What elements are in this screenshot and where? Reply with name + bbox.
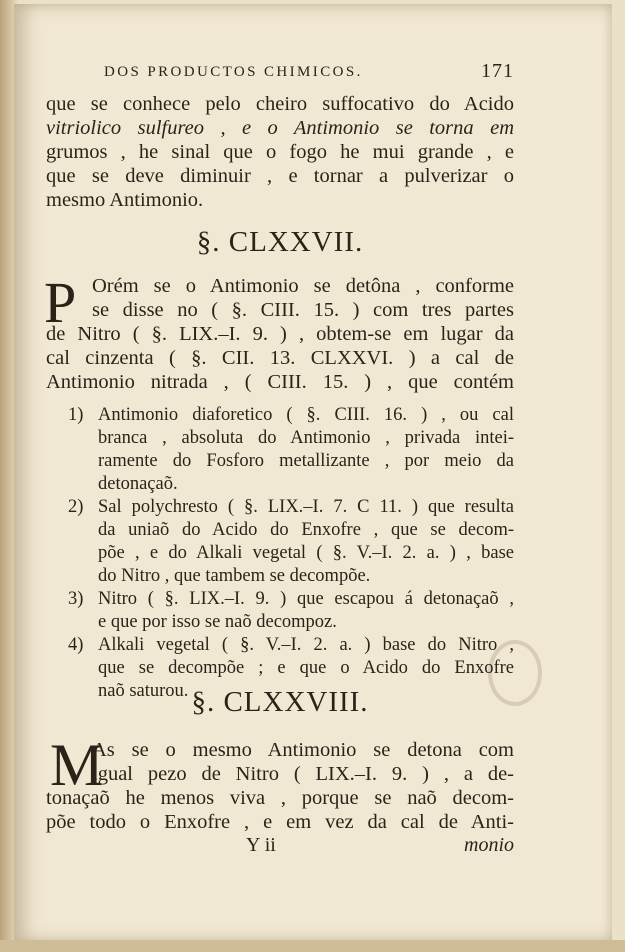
text-line: Alkali vegetal ( §. V.–I. 2. a. ) base do Nitro , [98, 635, 514, 655]
section-heading-clxxvii: §. CLXXVII. [196, 226, 364, 258]
signature-mark: Y ii [246, 834, 276, 856]
text-line: igual pezo de Nitro ( LIX.–I. 9. ) , a de- [92, 763, 514, 785]
text-line: naõ saturou. [98, 681, 189, 701]
list-item [68, 404, 514, 496]
page-number: 171 [481, 60, 514, 82]
text-line: Sal polychresto ( §. LIX.–I. 7. C 11. ) que resulta [98, 497, 514, 517]
page-footer [46, 834, 514, 858]
page-edge [0, 940, 625, 952]
list-item [68, 496, 514, 588]
text-line: Antimonio diaforetico ( §. CIII. 16. ) , ou cal [98, 405, 514, 425]
catchword: monio [464, 834, 514, 856]
item-number: 2) [68, 497, 84, 517]
text-line: detonaçaõ. [98, 474, 178, 494]
item-number: 3) [68, 589, 84, 609]
text-line: e que por isso se naõ decompoz. [98, 612, 337, 632]
text-line: tonaçaõ he menos viva , porque se naõ decom- [46, 787, 514, 809]
item-number: 1) [68, 405, 84, 425]
list-item [68, 588, 514, 634]
text-line: vitriolico sulfureo , e o Antimonio se torna em [46, 117, 514, 139]
text-line: Orém se o Antimonio se detôna , conforme [92, 275, 514, 297]
text-line: grumos , he sinal que o fogo he mui grande , e [46, 141, 514, 163]
text-line: de Nitro ( §. LIX.–I. 9. ) , obtem-se em lugar da [46, 323, 514, 345]
item-number: 4) [68, 635, 84, 655]
text-line: mesmo Antimonio. [46, 189, 204, 211]
running-header [46, 60, 514, 84]
text-line: cal cinzenta ( §. CII. 13. CLXXVI. ) a cal de [46, 347, 514, 369]
text-line: põe , e do Alkali vegetal ( §. V.–I. 2. a. ) , base [98, 543, 514, 563]
text-line: ramente do Fosforo metallizante , por meio da [98, 451, 514, 471]
text-line: Antimonio nitrada , ( CIII. 15. ) , que contém [46, 371, 514, 393]
text-line: do Nitro , que tambem se decompõe. [98, 566, 371, 586]
text-line: Nitro ( §. LIX.–I. 9. ) que escapou á detonaçaõ , [98, 589, 514, 609]
text-line: da uniaõ do Acido do Enxofre , que se decom- [98, 520, 514, 540]
text-line: branca , absoluta do Antimonio , privada intei- [98, 428, 514, 448]
text-line: que se conhece pelo cheiro suffocativo do Acido [46, 93, 514, 115]
drop-cap-p: P [44, 270, 77, 335]
text-line: As se o mesmo Antimonio se detona com [92, 739, 514, 761]
text-line: que se deve diminuir , e tornar a pulverizar o [46, 165, 514, 187]
section-clxxvii-intro [44, 270, 514, 394]
running-title: DOS PRODUCTOS CHIMICOS. [104, 64, 363, 80]
drop-cap-m: M [50, 732, 104, 798]
section-clxxviii-text [46, 732, 514, 834]
paragraph-1 [46, 92, 514, 212]
numbered-list [68, 404, 514, 703]
section-heading-clxxviii: §. CLXXVIII. [191, 686, 369, 718]
text-line: põe todo o Enxofre , e em vez da cal de Anti- [46, 811, 514, 833]
text-line: que se decompõe ; e que o Acido do Enxofre [98, 658, 514, 678]
text-line: se disse no ( §. CIII. 15. ) com tres partes [92, 299, 514, 321]
